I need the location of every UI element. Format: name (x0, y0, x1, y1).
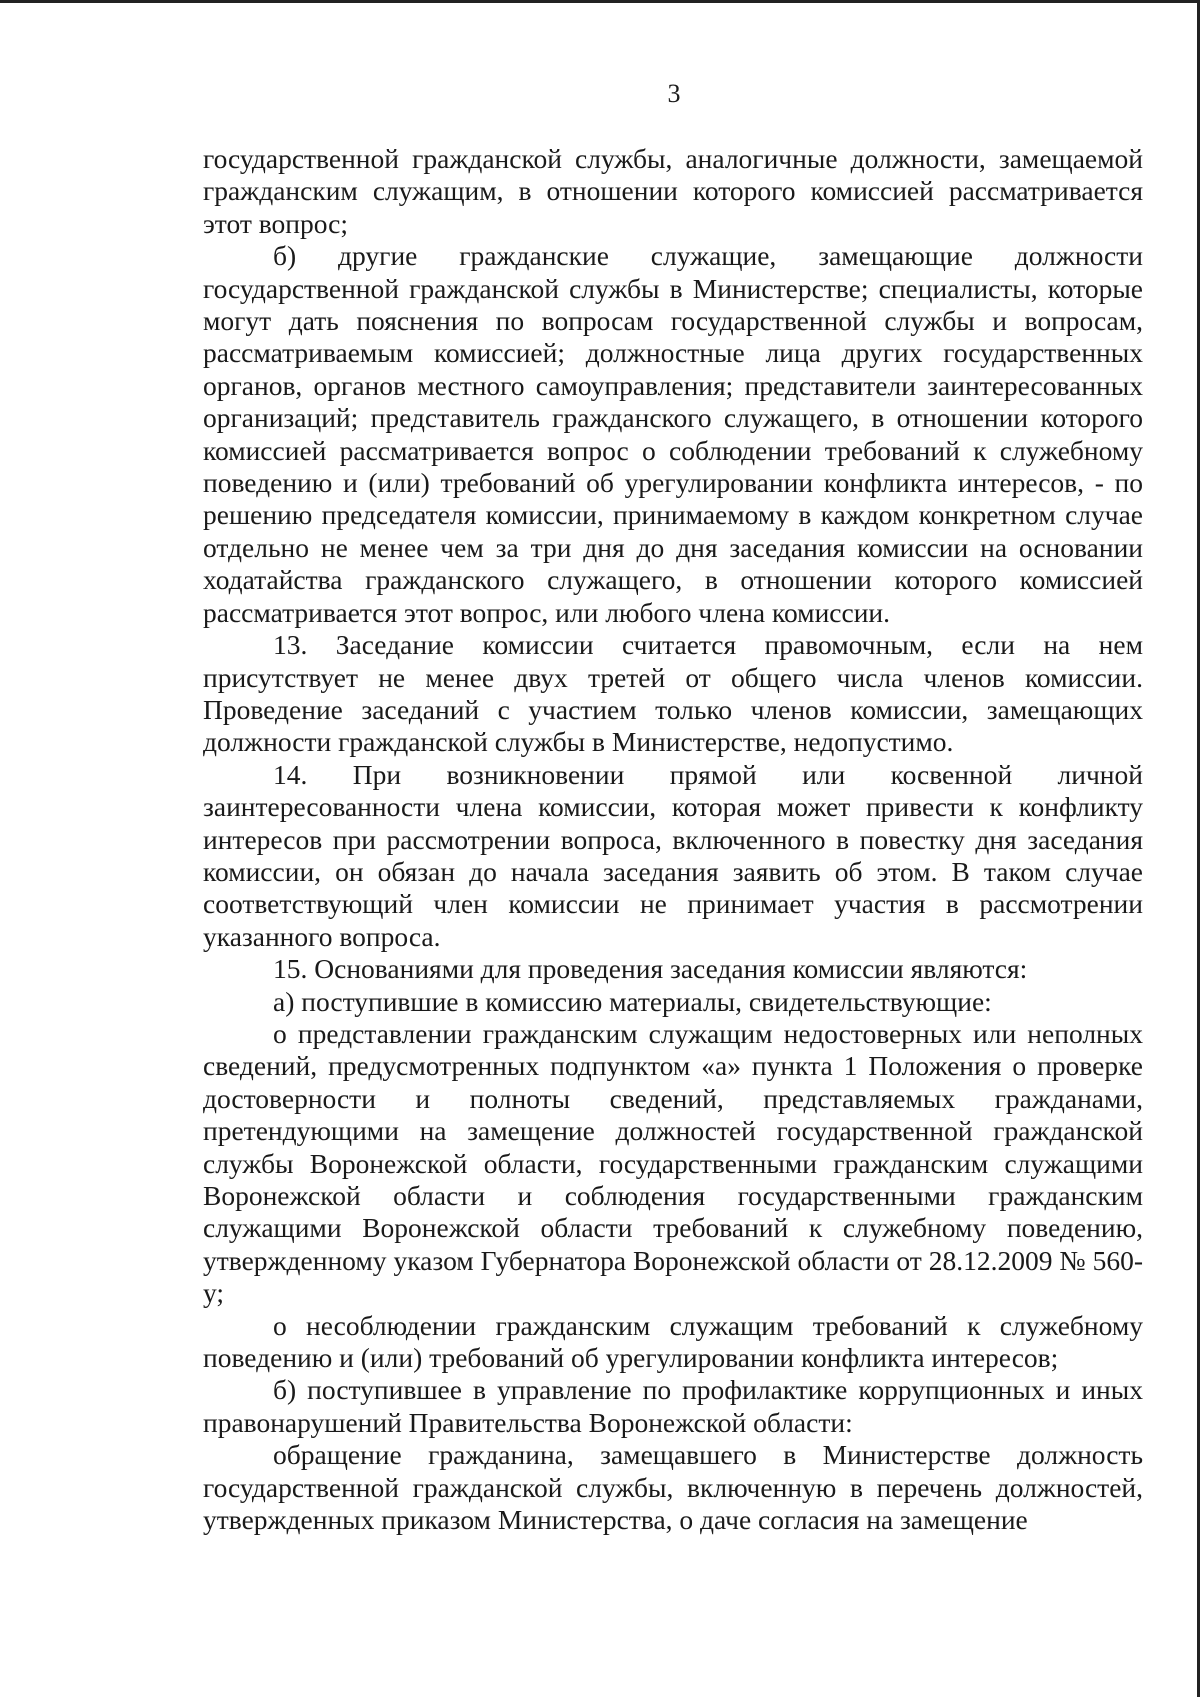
paragraph: а) поступившие в комиссию материалы, свидетельствующие: (273, 985, 992, 1017)
paragraph: о несоблюдении гражданским служащим требований к служебному поведению и (или) требований об урегулировании конфликта интересов; (203, 1309, 1143, 1374)
paragraph: о представлении гражданским служащим недостоверных или неполных сведений, предусмотренных подпунктом «а» пункта 1 Положения о проверке достоверности и полноты сведений, представляемых гражданами, претендующими на замещение должностей государственной гражданской службы Воронежской области, государственными гражданским служащими Воронежской области и соблюдения государственными гражданским служащими Воронежской области требований к служебному поведению, утвержденному указом Губернатора Воронежской области от 28.12.2009 № 560-у; (203, 1017, 1143, 1309)
paragraph: 13. Заседание комиссии считается правомочным, если на нем присутствует не менее двух третей от общего числа членов комиссии. Проведение заседаний с участием только членов комиссии, замещающих должности гражданской службы в Министерстве, недопустимо. (203, 629, 1143, 758)
paragraph: б) другие гражданские служащие, замещающие должности государственной гражданской службы в Министерстве; специалисты, которые могут дать пояснения по вопросам государственной службы и вопросам, рассматриваемым комиссией; должностные лица других государственных органов, органов местного самоуправления; представители заинтересованных организаций; представитель гражданского служащего, в отношении которого комиссией рассматривается вопрос о соблюдении требований к служебному поведению и (или) требований об урегулировании конфликта интересов, - по решению председателя комиссии, принимаемому в каждом конкретном случае отдельно не менее чем за три дня до дня заседания комиссии на основании ходатайства гражданского служащего, в отношении которого комиссией рассматривается этот вопрос, или любого члена комиссии. (203, 240, 1143, 628)
paragraph: б) поступившее в управление по профилактике коррупционных и иных правонарушений Правительства Воронежской области: (203, 1374, 1143, 1438)
document-body (203, 143, 1143, 1536)
paragraph: 14. При возникновении прямой или косвенной личной заинтересованности члена комиссии, которая может привести к конфликту интересов при рассмотрении вопроса, включенного в повестку дня заседания комиссии, он обязан до начала заседания заявить об этом. В таком случае соответствующий член комиссии не принимает участия в рассмотрении указанного вопроса. (203, 758, 1143, 952)
paragraph: 15. Основаниями для проведения заседания комиссии являются: (273, 953, 1028, 985)
paragraph: обращение гражданина, замещавшего в Министерстве должность государственной гражданской службы, включенную в перечень должностей, утвержденных приказом Министерства, о даче согласия на замещение (203, 1439, 1143, 1536)
page-number: 3 (667, 79, 681, 108)
paragraph: государственной гражданской службы, аналогичные должности, замещаемой гражданским служащим, в отношении которого комиссией рассматривается этот вопрос; (203, 143, 1143, 239)
